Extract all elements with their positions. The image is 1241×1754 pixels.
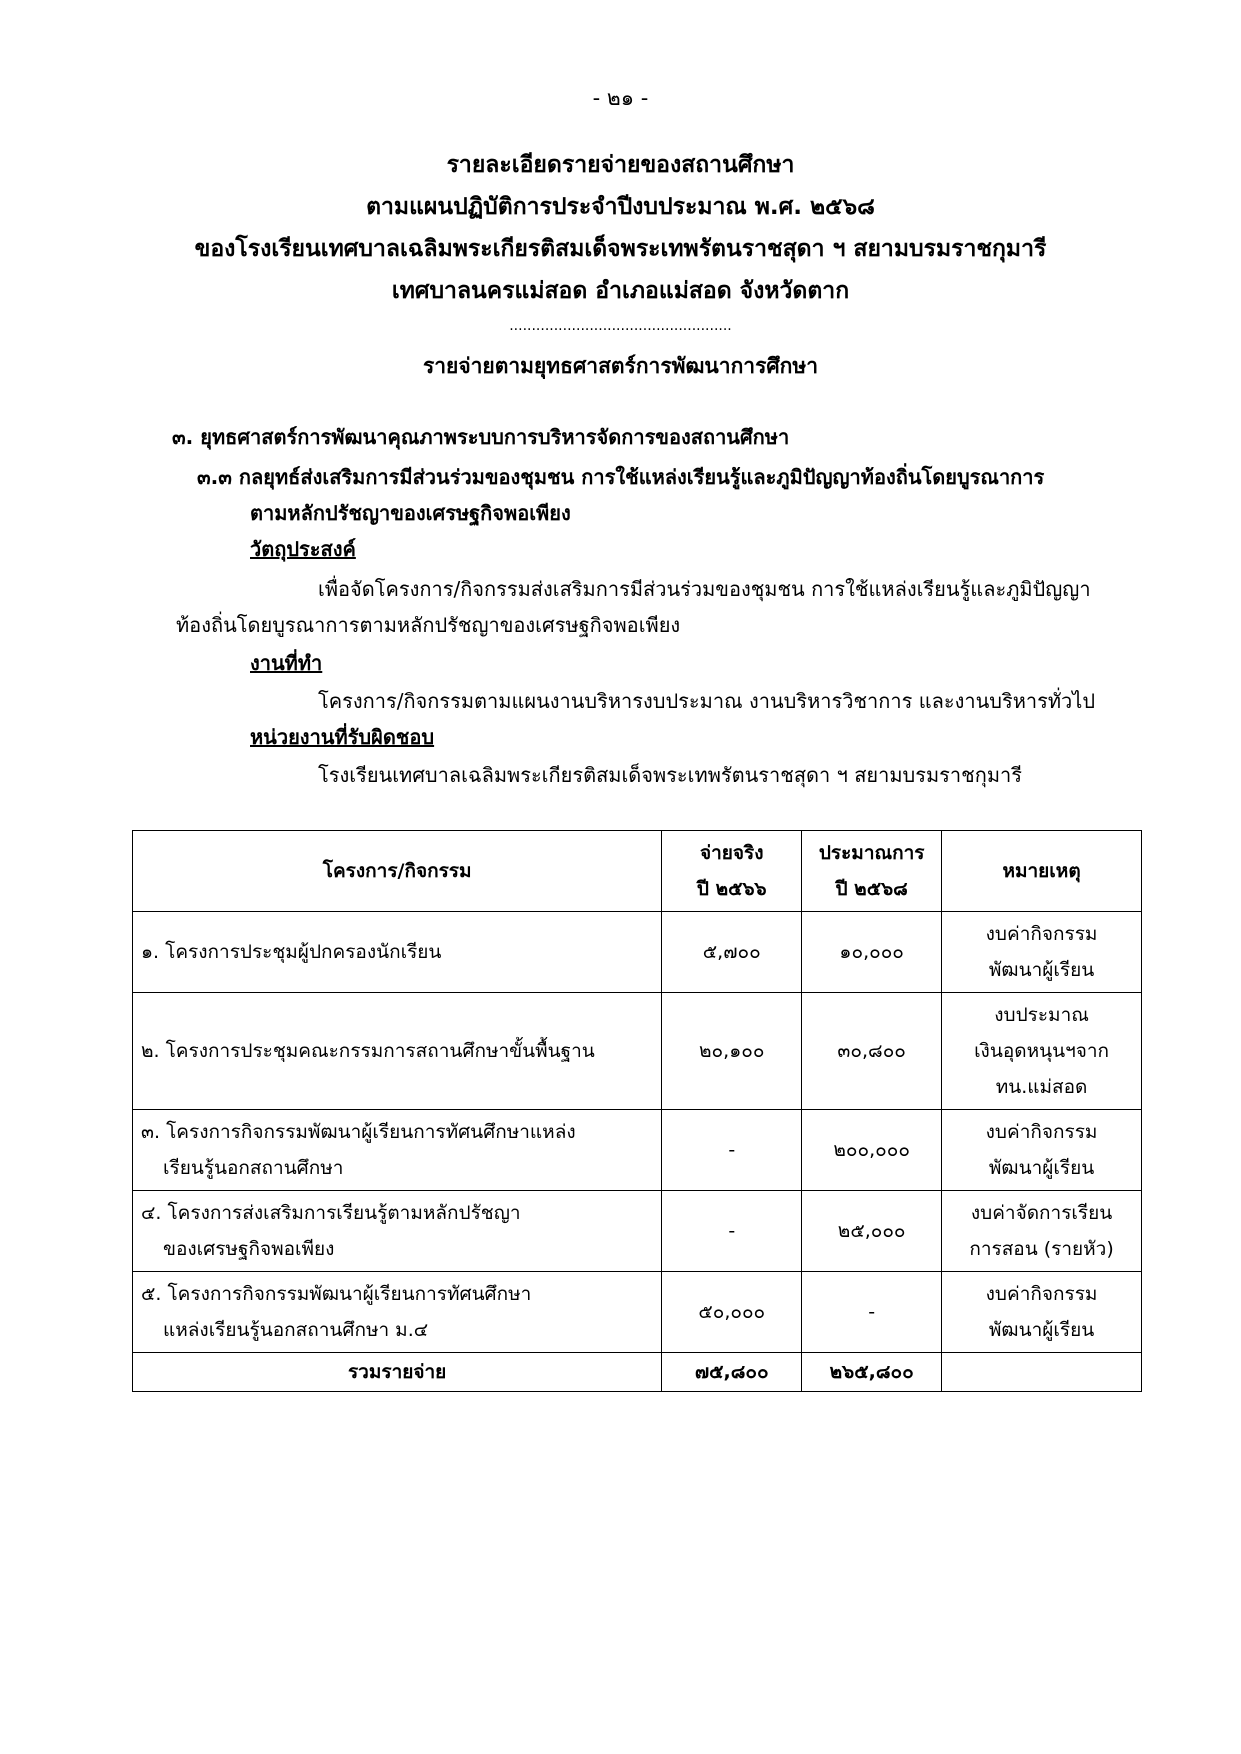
row-note [942,993,1142,1110]
row-project-line1: ๓. โครงการกิจกรรมพัฒนาผู้เรียนการทัศนศึกษาแหล่ง [141,1121,576,1143]
header-estimate-line2: ปี ๒๕๖๘ [835,878,908,900]
row-estimate: ๒๐๐,๐๐๐ [802,1110,942,1191]
row-note [942,1191,1142,1272]
strategy-heading: ๓. ยุทธศาสตร์การพัฒนาคุณภาพระบบการบริหารจัดการของสถานศึกษา [172,425,790,449]
table-row [133,1191,1142,1272]
header-estimate-line1: ประมาณการ [818,842,925,864]
header-note: หมายเหตุ [942,831,1142,912]
row-project-line2: เรียนรู้นอกสถานศึกษา [163,1157,344,1179]
row-note-line: เงินอุดหนุนฯจาก [974,1040,1110,1062]
tactic-heading-line1: ๓.๓ กลยุทธ์ส่งเสริมการมีส่วนร่วมของชุมชน การใช้แหล่งเรียนรู้และภูมิปัญญาท้องถิ่นโดยบูรณาการ [197,465,1045,489]
total-actual: ๗๕,๘๐๐ [662,1353,802,1392]
row-actual: - [662,1110,802,1191]
table-row [133,1110,1142,1191]
row-project-line1: ๑. โครงการประชุมผู้ปกครองนักเรียน [141,941,442,963]
row-note-line: การสอน (รายหัว) [969,1238,1114,1260]
table-header-row [133,831,1142,912]
row-estimate: ๑๐,๐๐๐ [802,912,942,993]
row-note-line: งบค่ากิจกรรม [985,923,1098,945]
row-note [942,1110,1142,1191]
document-title-municipality: เทศบาลนครแม่สอด อำเภอแม่สอด จังหวัดตาก [391,278,850,304]
objective-text-line2: ท้องถิ่นโดยบูรณาการตามหลักปรัชญาของเศรษฐกิจพอเพียง [176,613,681,637]
row-note-line: ทน.แม่สอด [995,1076,1088,1098]
objective-text-line1: เพื่อจัดโครงการ/กิจกรรมส่งเสริมการมีส่วนร่วมของชุมชน การใช้แหล่งเรียนรู้และภูมิปัญญา [318,577,1091,601]
responsible-text: โรงเรียนเทศบาลเฉลิมพระเกียรติสมเด็จพระเทพรัตนราชสุดา ฯ สยามบรมราชกุมารี [318,763,1022,787]
row-note [942,912,1142,993]
document-title-block [0,144,1241,312]
row-estimate: ๒๕,๐๐๐ [802,1191,942,1272]
row-project-line1: ๒. โครงการประชุมคณะกรรมการสถานศึกษาขั้นพื้นฐาน [141,1040,595,1062]
work-heading: งานที่ทำ [250,651,323,675]
header-estimate [802,831,942,912]
total-note [942,1353,1142,1392]
row-project [133,1191,662,1272]
row-note-line: งบค่ากิจกรรม [985,1121,1098,1143]
row-estimate: ๓๐,๘๐๐ [802,993,942,1110]
header-actual [662,831,802,912]
row-project [133,993,662,1110]
document-title-fiscal-year: ตามแผนปฏิบัติการประจำปีงบประมาณ พ.ศ. ๒๕๖๘ [366,194,875,220]
row-estimate: - [802,1272,942,1353]
row-project-line1: ๕. โครงการกิจกรรมพัฒนาผู้เรียนการทัศนศึกษา [141,1283,532,1305]
page-number: - ๒๑ - [592,86,649,110]
table-row [133,1272,1142,1353]
row-note [942,1272,1142,1353]
row-project [133,1110,662,1191]
title-separator: .................................................. [509,318,732,334]
row-project [133,1272,662,1353]
row-actual: ๒๐,๑๐๐ [662,993,802,1110]
row-note-line: พัฒนาผู้เรียน [988,1319,1095,1341]
header-project: โครงการ/กิจกรรม [133,831,662,912]
row-actual: ๕,๗๐๐ [662,912,802,993]
row-project-line1: ๔. โครงการส่งเสริมการเรียนรู้ตามหลักปรัชญา [141,1202,521,1224]
document-title: รายละเอียดรายจ่ายของสถานศึกษา [446,152,795,178]
tactic-heading-line2: ตามหลักปรัชญาของเศรษฐกิจพอเพียง [250,501,571,525]
row-note-line: พัฒนาผู้เรียน [988,959,1095,981]
row-project-line2: ของเศรษฐกิจพอเพียง [163,1238,335,1260]
row-project [133,912,662,993]
row-actual: ๕๐,๐๐๐ [662,1272,802,1353]
objective-heading: วัตถุประสงค์ [250,537,356,561]
header-actual-line2: ปี ๒๕๖๖ [696,878,767,900]
total-label: รวมรายจ่าย [133,1353,662,1392]
work-text: โครงการ/กิจกรรมตามแผนงานบริหารงบประมาณ งานบริหารวิชาการ และงานบริหารทั่วไป [318,689,1096,713]
table-total-row [133,1353,1142,1392]
section-subtitle: รายจ่ายตามยุทธศาสตร์การพัฒนาการศึกษา [422,354,819,378]
row-note-line: งบประมาณ [994,1004,1089,1026]
budget-table [132,830,1142,1392]
table-row [133,993,1142,1110]
document-title-school: ของโรงเรียนเทศบาลเฉลิมพระเกียรติสมเด็จพระเทพรัตนราชสุดา ฯ สยามบรมราชกุมารี [194,236,1047,262]
row-note-line: งบค่าจัดการเรียน [970,1202,1113,1224]
row-note-line: งบค่ากิจกรรม [985,1283,1098,1305]
row-note-line: พัฒนาผู้เรียน [988,1157,1095,1179]
table-row [133,912,1142,993]
responsible-heading: หน่วยงานที่รับผิดชอบ [250,725,435,749]
header-actual-line1: จ่ายจริง [699,842,764,864]
total-estimate: ๒๖๕,๘๐๐ [802,1353,942,1392]
row-actual: - [662,1191,802,1272]
row-project-line2: แหล่งเรียนรู้นอกสถานศึกษา ม.๔ [163,1319,429,1341]
